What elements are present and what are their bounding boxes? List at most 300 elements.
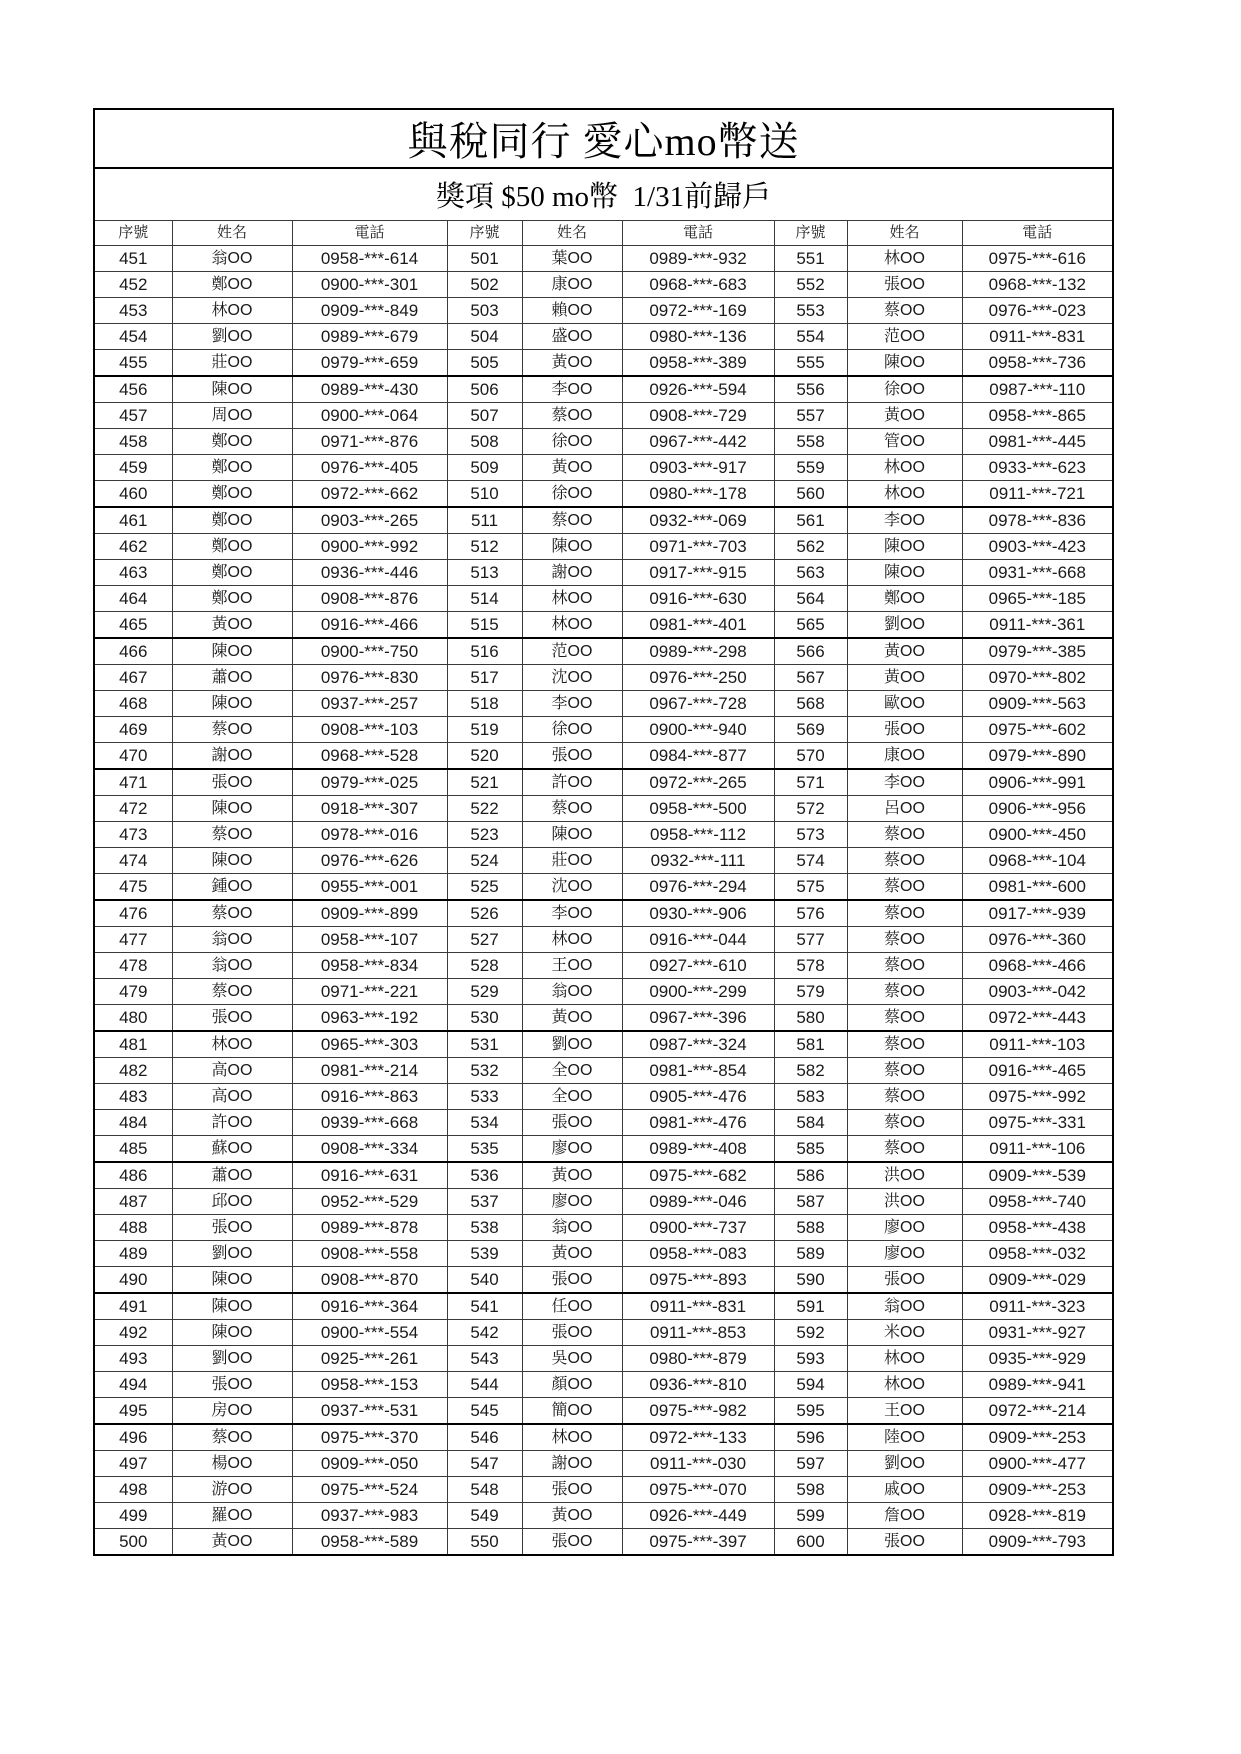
serial-cell: 537: [447, 1189, 522, 1215]
name-cell: 簡OO: [522, 1398, 622, 1425]
name-cell: 蔡OO: [847, 1110, 962, 1136]
serial-cell: 475: [94, 874, 172, 901]
phone-cell: 0972-***-133: [622, 1424, 774, 1451]
name-cell: 陳OO: [172, 638, 292, 665]
serial-cell: 461: [94, 507, 172, 534]
phone-cell: 0989-***-298: [622, 638, 774, 665]
serial-cell: 555: [774, 350, 847, 377]
name-cell: 黃OO: [522, 455, 622, 481]
name-cell: 張OO: [522, 1320, 622, 1346]
serial-cell: 465: [94, 612, 172, 639]
name-cell: 蔡OO: [172, 1424, 292, 1451]
serial-cell: 578: [774, 953, 847, 979]
serial-cell: 525: [447, 874, 522, 901]
name-cell: 黃OO: [847, 403, 962, 429]
phone-cell: 0989-***-932: [622, 246, 774, 272]
name-cell: 張OO: [522, 1529, 622, 1556]
name-cell: 徐OO: [522, 429, 622, 455]
prize-subtitle: 獎項 $50 mo幣 1/31前歸戶: [94, 168, 1113, 221]
serial-cell: 538: [447, 1215, 522, 1241]
name-cell: 劉OO: [172, 1346, 292, 1372]
phone-cell: 0900-***-064: [292, 403, 447, 429]
name-cell: 鄭OO: [172, 586, 292, 612]
phone-cell: 0900-***-301: [292, 272, 447, 298]
table-row: [94, 272, 1113, 298]
serial-cell: 522: [447, 796, 522, 822]
phone-cell: 0958-***-865: [962, 403, 1113, 429]
phone-cell: 0903-***-042: [962, 979, 1113, 1005]
serial-cell: 544: [447, 1372, 522, 1398]
name-cell: 陳OO: [172, 796, 292, 822]
name-cell: 許OO: [522, 769, 622, 796]
serial-cell: 574: [774, 848, 847, 874]
serial-cell: 565: [774, 612, 847, 639]
phone-cell: 0909-***-563: [962, 691, 1113, 717]
phone-cell: 0909-***-253: [962, 1424, 1113, 1451]
name-cell: 李OO: [847, 507, 962, 534]
name-cell: 林OO: [172, 298, 292, 324]
name-cell: 李OO: [847, 769, 962, 796]
phone-cell: 0933-***-623: [962, 455, 1113, 481]
serial-cell: 514: [447, 586, 522, 612]
serial-cell: 523: [447, 822, 522, 848]
phone-cell: 0968-***-528: [292, 743, 447, 770]
phone-cell: 0955-***-001: [292, 874, 447, 901]
phone-cell: 0971-***-876: [292, 429, 447, 455]
table-row: [94, 455, 1113, 481]
serial-cell: 458: [94, 429, 172, 455]
serial-cell: 512: [447, 534, 522, 560]
name-cell: 蔡OO: [522, 796, 622, 822]
serial-cell: 552: [774, 272, 847, 298]
serial-cell: 589: [774, 1241, 847, 1267]
serial-cell: 483: [94, 1084, 172, 1110]
phone-cell: 0976-***-360: [962, 927, 1113, 953]
serial-cell: 454: [94, 324, 172, 350]
phone-cell: 0952-***-529: [292, 1189, 447, 1215]
name-cell: 廖OO: [522, 1136, 622, 1163]
serial-cell: 581: [774, 1031, 847, 1058]
table-row: [94, 979, 1113, 1005]
phone-cell: 0968-***-683: [622, 272, 774, 298]
phone-cell: 0937-***-983: [292, 1503, 447, 1529]
col-header-name: 姓名: [522, 221, 622, 246]
serial-cell: 518: [447, 691, 522, 717]
serial-cell: 575: [774, 874, 847, 901]
serial-cell: 598: [774, 1477, 847, 1503]
name-cell: 陳OO: [847, 534, 962, 560]
serial-cell: 493: [94, 1346, 172, 1372]
phone-cell: 0905-***-476: [622, 1084, 774, 1110]
phone-cell: 0958-***-153: [292, 1372, 447, 1398]
serial-cell: 559: [774, 455, 847, 481]
serial-cell: 594: [774, 1372, 847, 1398]
phone-cell: 0900-***-750: [292, 638, 447, 665]
table-row: [94, 1503, 1113, 1529]
phone-cell: 0911-***-831: [622, 1293, 774, 1320]
name-cell: 謝OO: [172, 743, 292, 770]
name-cell: 翁OO: [172, 927, 292, 953]
table-row: [94, 429, 1113, 455]
name-cell: 游OO: [172, 1477, 292, 1503]
name-cell: 黃OO: [522, 350, 622, 377]
serial-cell: 540: [447, 1267, 522, 1294]
name-cell: 蔡OO: [847, 874, 962, 901]
phone-cell: 0971-***-221: [292, 979, 447, 1005]
table-row: [94, 822, 1113, 848]
name-cell: 全OO: [522, 1084, 622, 1110]
name-cell: 洪OO: [847, 1189, 962, 1215]
name-cell: 謝OO: [522, 1451, 622, 1477]
phone-cell: 0976-***-023: [962, 298, 1113, 324]
table-row: [94, 1031, 1113, 1058]
phone-cell: 0911-***-831: [962, 324, 1113, 350]
serial-cell: 496: [94, 1424, 172, 1451]
phone-cell: 0979-***-025: [292, 769, 447, 796]
serial-cell: 494: [94, 1372, 172, 1398]
phone-cell: 0925-***-261: [292, 1346, 447, 1372]
phone-cell: 0968-***-104: [962, 848, 1113, 874]
table-row: [94, 1058, 1113, 1084]
serial-cell: 488: [94, 1215, 172, 1241]
serial-cell: 588: [774, 1215, 847, 1241]
serial-cell: 597: [774, 1451, 847, 1477]
serial-cell: 521: [447, 769, 522, 796]
name-cell: 歐OO: [847, 691, 962, 717]
name-cell: 康OO: [847, 743, 962, 770]
name-cell: 翁OO: [522, 979, 622, 1005]
serial-cell: 460: [94, 481, 172, 508]
phone-cell: 0965-***-303: [292, 1031, 447, 1058]
serial-cell: 551: [774, 246, 847, 272]
phone-cell: 0972-***-265: [622, 769, 774, 796]
phone-cell: 0958-***-589: [292, 1529, 447, 1556]
name-cell: 鄭OO: [172, 534, 292, 560]
serial-cell: 508: [447, 429, 522, 455]
name-cell: 陳OO: [172, 1293, 292, 1320]
serial-cell: 463: [94, 560, 172, 586]
serial-cell: 576: [774, 900, 847, 927]
serial-cell: 531: [447, 1031, 522, 1058]
name-cell: 蕭OO: [172, 665, 292, 691]
serial-cell: 507: [447, 403, 522, 429]
serial-cell: 469: [94, 717, 172, 743]
serial-cell: 585: [774, 1136, 847, 1163]
phone-cell: 0989-***-430: [292, 376, 447, 403]
phone-cell: 0927-***-610: [622, 953, 774, 979]
name-cell: 劉OO: [172, 324, 292, 350]
serial-cell: 490: [94, 1267, 172, 1294]
phone-cell: 0911-***-361: [962, 612, 1113, 639]
name-cell: 張OO: [522, 743, 622, 770]
serial-cell: 459: [94, 455, 172, 481]
table-row: [94, 874, 1113, 901]
col-header-serial: 序號: [774, 221, 847, 246]
table-row: [94, 507, 1113, 534]
table-row: [94, 1320, 1113, 1346]
phone-cell: 0909-***-029: [962, 1267, 1113, 1294]
serial-cell: 524: [447, 848, 522, 874]
serial-cell: 536: [447, 1162, 522, 1189]
serial-cell: 484: [94, 1110, 172, 1136]
serial-cell: 489: [94, 1241, 172, 1267]
serial-cell: 548: [447, 1477, 522, 1503]
serial-cell: 558: [774, 429, 847, 455]
name-cell: 管OO: [847, 429, 962, 455]
name-cell: 徐OO: [522, 481, 622, 508]
table-row: [94, 1215, 1113, 1241]
name-cell: 莊OO: [172, 350, 292, 377]
table-row: [94, 900, 1113, 927]
table-row: [94, 560, 1113, 586]
serial-cell: 473: [94, 822, 172, 848]
name-cell: 陸OO: [847, 1424, 962, 1451]
name-cell: 林OO: [522, 927, 622, 953]
serial-cell: 577: [774, 927, 847, 953]
serial-cell: 492: [94, 1320, 172, 1346]
name-cell: 沈OO: [522, 665, 622, 691]
phone-cell: 0975-***-602: [962, 717, 1113, 743]
phone-cell: 0978-***-016: [292, 822, 447, 848]
serial-cell: 590: [774, 1267, 847, 1294]
name-cell: 盛OO: [522, 324, 622, 350]
name-cell: 陳OO: [172, 1320, 292, 1346]
name-cell: 詹OO: [847, 1503, 962, 1529]
phone-cell: 0916-***-466: [292, 612, 447, 639]
name-cell: 高OO: [172, 1058, 292, 1084]
serial-cell: 569: [774, 717, 847, 743]
name-cell: 林OO: [847, 246, 962, 272]
table-row: [94, 403, 1113, 429]
name-cell: 蔡OO: [847, 927, 962, 953]
serial-cell: 451: [94, 246, 172, 272]
name-cell: 莊OO: [522, 848, 622, 874]
phone-cell: 0909-***-050: [292, 1451, 447, 1477]
phone-cell: 0917-***-939: [962, 900, 1113, 927]
phone-cell: 0975-***-616: [962, 246, 1113, 272]
name-cell: 全OO: [522, 1058, 622, 1084]
col-header-name: 姓名: [847, 221, 962, 246]
table-row: [94, 1477, 1113, 1503]
name-cell: 羅OO: [172, 1503, 292, 1529]
serial-cell: 497: [94, 1451, 172, 1477]
serial-cell: 467: [94, 665, 172, 691]
phone-cell: 0958-***-107: [292, 927, 447, 953]
name-cell: 蔡OO: [847, 979, 962, 1005]
serial-cell: 562: [774, 534, 847, 560]
serial-cell: 572: [774, 796, 847, 822]
name-cell: 陳OO: [522, 534, 622, 560]
name-cell: 蔡OO: [847, 1058, 962, 1084]
name-cell: 蔡OO: [172, 900, 292, 927]
table-row: [94, 324, 1113, 350]
table-row: [94, 1241, 1113, 1267]
phone-cell: 0978-***-836: [962, 507, 1113, 534]
name-cell: 翁OO: [847, 1293, 962, 1320]
name-cell: 張OO: [172, 769, 292, 796]
name-cell: 黃OO: [522, 1005, 622, 1032]
phone-cell: 0903-***-265: [292, 507, 447, 534]
phone-cell: 0979-***-659: [292, 350, 447, 377]
phone-cell: 0958-***-614: [292, 246, 447, 272]
phone-cell: 0972-***-214: [962, 1398, 1113, 1425]
phone-cell: 0958-***-438: [962, 1215, 1113, 1241]
name-cell: 蔡OO: [847, 822, 962, 848]
phone-cell: 0968-***-466: [962, 953, 1113, 979]
serial-cell: 478: [94, 953, 172, 979]
table-row: [94, 350, 1113, 377]
phone-cell: 0976-***-626: [292, 848, 447, 874]
name-cell: 李OO: [522, 691, 622, 717]
table-row: [94, 1372, 1113, 1398]
name-cell: 徐OO: [522, 717, 622, 743]
phone-cell: 0981-***-401: [622, 612, 774, 639]
phone-cell: 0908-***-876: [292, 586, 447, 612]
serial-cell: 527: [447, 927, 522, 953]
name-cell: 陳OO: [172, 376, 292, 403]
phone-cell: 0928-***-819: [962, 1503, 1113, 1529]
serial-cell: 505: [447, 350, 522, 377]
phone-cell: 0911-***-853: [622, 1320, 774, 1346]
col-header-phone: 電話: [962, 221, 1113, 246]
serial-cell: 530: [447, 1005, 522, 1032]
serial-cell: 586: [774, 1162, 847, 1189]
phone-cell: 0975-***-370: [292, 1424, 447, 1451]
phone-cell: 0981-***-476: [622, 1110, 774, 1136]
col-header-phone: 電話: [622, 221, 774, 246]
name-cell: 黃OO: [847, 665, 962, 691]
serial-cell: 481: [94, 1031, 172, 1058]
serial-cell: 452: [94, 272, 172, 298]
phone-cell: 0975-***-397: [622, 1529, 774, 1556]
phone-cell: 0972-***-443: [962, 1005, 1113, 1032]
phone-cell: 0908-***-729: [622, 403, 774, 429]
phone-cell: 0965-***-185: [962, 586, 1113, 612]
phone-cell: 0909-***-899: [292, 900, 447, 927]
header-row: [94, 221, 1113, 246]
serial-cell: 584: [774, 1110, 847, 1136]
phone-cell: 0967-***-728: [622, 691, 774, 717]
name-cell: 謝OO: [522, 560, 622, 586]
phone-cell: 0900-***-477: [962, 1451, 1113, 1477]
serial-cell: 456: [94, 376, 172, 403]
phone-cell: 0984-***-877: [622, 743, 774, 770]
phone-cell: 0909-***-539: [962, 1162, 1113, 1189]
serial-cell: 579: [774, 979, 847, 1005]
serial-cell: 515: [447, 612, 522, 639]
name-cell: 鄭OO: [172, 481, 292, 508]
name-cell: 鄭OO: [172, 507, 292, 534]
name-cell: 蘇OO: [172, 1136, 292, 1163]
table-row: [94, 953, 1113, 979]
table-row: [94, 1136, 1113, 1163]
serial-cell: 485: [94, 1136, 172, 1163]
name-cell: 康OO: [522, 272, 622, 298]
phone-cell: 0937-***-531: [292, 1398, 447, 1425]
table-row: [94, 1084, 1113, 1110]
table-row: [94, 717, 1113, 743]
phone-cell: 0980-***-136: [622, 324, 774, 350]
subtitle-row: [94, 168, 1113, 221]
phone-cell: 0900-***-737: [622, 1215, 774, 1241]
name-cell: 黃OO: [847, 638, 962, 665]
name-cell: 張OO: [847, 717, 962, 743]
serial-cell: 474: [94, 848, 172, 874]
name-cell: 黃OO: [522, 1503, 622, 1529]
table-row: [94, 586, 1113, 612]
name-cell: 張OO: [847, 272, 962, 298]
table-row: [94, 1005, 1113, 1032]
name-cell: 顏OO: [522, 1372, 622, 1398]
name-cell: 蔡OO: [847, 298, 962, 324]
phone-cell: 0979-***-385: [962, 638, 1113, 665]
serial-cell: 468: [94, 691, 172, 717]
phone-cell: 0963-***-192: [292, 1005, 447, 1032]
name-cell: 翁OO: [172, 953, 292, 979]
name-cell: 蔡OO: [522, 403, 622, 429]
name-cell: 黃OO: [172, 1529, 292, 1556]
name-cell: 李OO: [522, 376, 622, 403]
col-header-serial: 序號: [94, 221, 172, 246]
serial-cell: 498: [94, 1477, 172, 1503]
serial-cell: 595: [774, 1398, 847, 1425]
name-cell: 張OO: [847, 1529, 962, 1556]
phone-cell: 0979-***-890: [962, 743, 1113, 770]
name-cell: 蔡OO: [847, 900, 962, 927]
table-row: [94, 1293, 1113, 1320]
col-header-serial: 序號: [447, 221, 522, 246]
phone-cell: 0908-***-103: [292, 717, 447, 743]
phone-cell: 0980-***-178: [622, 481, 774, 508]
phone-cell: 0967-***-396: [622, 1005, 774, 1032]
phone-cell: 0987-***-324: [622, 1031, 774, 1058]
serial-cell: 528: [447, 953, 522, 979]
phone-cell: 0981-***-214: [292, 1058, 447, 1084]
serial-cell: 541: [447, 1293, 522, 1320]
name-cell: 林OO: [847, 1372, 962, 1398]
prize-table: [93, 108, 1114, 1556]
serial-cell: 500: [94, 1529, 172, 1556]
name-cell: 鄭OO: [172, 429, 292, 455]
phone-cell: 0971-***-703: [622, 534, 774, 560]
serial-cell: 557: [774, 403, 847, 429]
phone-cell: 0976-***-250: [622, 665, 774, 691]
serial-cell: 587: [774, 1189, 847, 1215]
serial-cell: 516: [447, 638, 522, 665]
phone-cell: 0935-***-929: [962, 1346, 1113, 1372]
phone-cell: 0958-***-032: [962, 1241, 1113, 1267]
table-row: [94, 796, 1113, 822]
serial-cell: 546: [447, 1424, 522, 1451]
serial-cell: 533: [447, 1084, 522, 1110]
serial-cell: 526: [447, 900, 522, 927]
name-cell: 房OO: [172, 1398, 292, 1425]
phone-cell: 0989-***-679: [292, 324, 447, 350]
phone-cell: 0908-***-558: [292, 1241, 447, 1267]
phone-cell: 0975-***-070: [622, 1477, 774, 1503]
phone-cell: 0909-***-793: [962, 1529, 1113, 1556]
serial-cell: 534: [447, 1110, 522, 1136]
phone-cell: 0909-***-253: [962, 1477, 1113, 1503]
name-cell: 沈OO: [522, 874, 622, 901]
name-cell: 范OO: [847, 324, 962, 350]
name-cell: 葉OO: [522, 246, 622, 272]
phone-cell: 0926-***-449: [622, 1503, 774, 1529]
name-cell: 林OO: [522, 612, 622, 639]
serial-cell: 457: [94, 403, 172, 429]
name-cell: 王OO: [522, 953, 622, 979]
name-cell: 洪OO: [847, 1162, 962, 1189]
